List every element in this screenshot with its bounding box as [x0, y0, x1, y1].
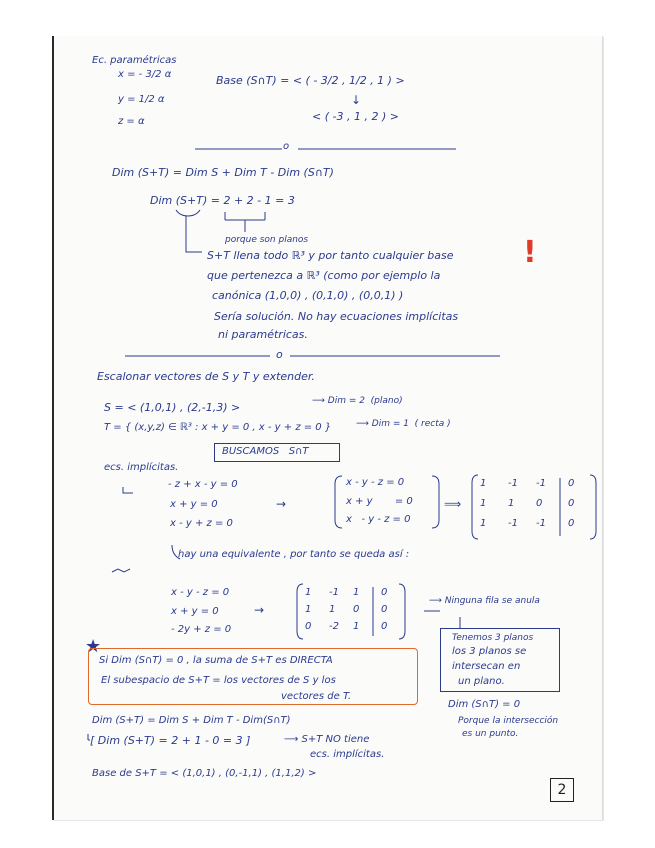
matrix-bracket-left	[297, 584, 303, 639]
imp-eq-3: x - y + z = 0	[170, 518, 233, 529]
matrix-cell: 0	[536, 498, 543, 509]
matrix-cell: 0	[305, 621, 312, 632]
no-implicit-2: ecs. implícitas.	[310, 749, 385, 760]
matrix-cell: 1	[480, 478, 487, 489]
reason-point-1: Porque la intersección	[458, 716, 559, 726]
subspace-statement-2: vectores de T.	[281, 691, 352, 702]
no-implicit-1: ⟶ S+T NO tiene	[284, 734, 370, 745]
reason-point-2: es un punto.	[462, 729, 519, 739]
dim-formula: Dim (S+T) = Dim S + Dim T - Dim (S∩T)	[112, 166, 334, 179]
matrix-cell: 0	[568, 498, 575, 509]
red-eq-2: x + y = 0	[171, 606, 219, 617]
page-number: 2	[550, 778, 574, 802]
arrow-to-matrix-2: →	[254, 603, 265, 617]
heading-parametric: Ec. paramétricas	[92, 55, 177, 66]
matrix-cell: -1	[536, 478, 546, 489]
matrix-cell: 1	[305, 587, 312, 598]
imp-eq-1: - z + x - y = 0	[168, 479, 238, 490]
separator-circle-2: o	[276, 348, 283, 361]
separator-circle-1: o	[283, 141, 290, 152]
dim-calc: Dim (S+T) = 2 + 2 - 1 = 3	[150, 194, 295, 207]
explanation-4: Sería solución. No hay ecuaciones implícitas	[214, 310, 459, 323]
subspace-statement-1: El subespacio de S+T = los vectores de S y los	[101, 675, 336, 686]
down-arrow: ↓	[351, 93, 362, 107]
planes-line-4: un plano.	[458, 676, 505, 687]
matrix-cell: 1	[480, 518, 487, 529]
matrix-cell: 0	[568, 518, 575, 529]
imp-eq-2: x + y = 0	[170, 499, 218, 510]
direct-sum-statement: Si Dim (S∩T) = 0 , la suma de S+T es DIRECTA	[99, 655, 333, 666]
search-label: BUSCAMOS S∩T	[222, 446, 309, 457]
matrix-2	[295, 583, 407, 640]
matrix-cell: -1	[329, 587, 339, 598]
def-s: S = < (1,0,1) , (2,-1,3) >	[104, 401, 241, 414]
explanation-3: canónica (1,0,0) , (0,1,0) , (0,0,1) )	[212, 289, 404, 302]
matrix-cell: -2	[329, 621, 339, 632]
matrix-cell: 0	[568, 478, 575, 489]
equivalent-note: hay una equivalente , por tanto se queda así :	[178, 549, 410, 560]
planes-line-3: intersecan en	[452, 661, 521, 672]
matrix-cell: 0	[381, 587, 388, 598]
implies-arrow: ⟹	[444, 497, 462, 511]
def-t: T = { (x,y,z) ∈ ℝ³ : x + y = 0 , x - y + z = 0 }	[104, 422, 332, 433]
matrix-cell: 1	[329, 604, 336, 615]
base-intersection-simplified: < ( -3 , 1 , 2 ) >	[312, 110, 399, 123]
explanation-5: ni paramétricas.	[218, 328, 308, 341]
matrix-1	[470, 474, 598, 540]
explanation-1: S+T llena todo ℝ³ y por tanto cualquier base	[207, 249, 454, 262]
eq-x: x = - 3/2 α	[118, 69, 172, 80]
base-intersection: Base (S∩T) = < ( - 3/2 , 1/2 , 1 ) >	[216, 74, 405, 87]
red-eq-3: - 2y + z = 0	[171, 624, 232, 635]
arrow-to-system: →	[276, 497, 287, 511]
instruction-escalonar: Escalonar vectores de S y T y extender.	[97, 370, 315, 383]
sys-eq-1: x - y - z = 0	[346, 477, 405, 488]
dim-s: ⟶ Dim = 2 (plano)	[312, 396, 403, 406]
dim-t: ⟶ Dim = 1 ( recta )	[356, 419, 451, 429]
matrix-cell: 0	[353, 604, 360, 615]
matrix-bracket-right	[590, 475, 596, 539]
planes-line-1: Tenemos 3 planos	[452, 633, 534, 643]
matrix-cell: 1	[305, 604, 312, 615]
red-eq-1: x - y - z = 0	[171, 587, 230, 598]
note-planes: porque son planos	[225, 235, 309, 245]
sys-eq-3: x - y - z = 0	[346, 514, 411, 525]
matrix-bracket-right	[399, 584, 405, 639]
no-row-zero: ⟶ Ninguna fila se anula	[429, 596, 540, 606]
matrix-bracket-left	[472, 475, 478, 539]
star-icon: ★	[85, 636, 102, 657]
final-base: Base de S+T = < (1,0,1) , (0,-1,1) , (1,1,2) >	[92, 768, 317, 779]
matrix-cell: -1	[536, 518, 546, 529]
eq-z: z = α	[118, 116, 145, 127]
dim-formula-2: Dim (S+T) = Dim S + Dim T - Dim(S∩T)	[92, 715, 291, 726]
warning-icon: !	[523, 235, 537, 270]
dim-result-boxed: [ Dim (S+T) = 2 + 1 - 0 = 3 ]	[90, 734, 251, 747]
dim-intersection-zero: Dim (S∩T) = 0	[448, 699, 521, 710]
explanation-2: que pertenezca a ℝ³ (como por ejemplo la	[207, 269, 441, 282]
matrix-cell: 1	[508, 498, 515, 509]
planes-line-2: los 3 planos se	[452, 646, 527, 657]
matrix-cell: 0	[381, 621, 388, 632]
matrix-cell: 1	[353, 587, 360, 598]
matrix-cell: 1	[353, 621, 360, 632]
matrix-cell: -1	[508, 518, 518, 529]
matrix-cell: 1	[480, 498, 487, 509]
sys-eq-2: x + y = 0	[346, 496, 413, 507]
matrix-cell: -1	[508, 478, 518, 489]
matrix-cell: 0	[381, 604, 388, 615]
eq-y: y = 1/2 α	[118, 94, 165, 105]
implicit-heading: ecs. implícitas.	[104, 462, 179, 473]
